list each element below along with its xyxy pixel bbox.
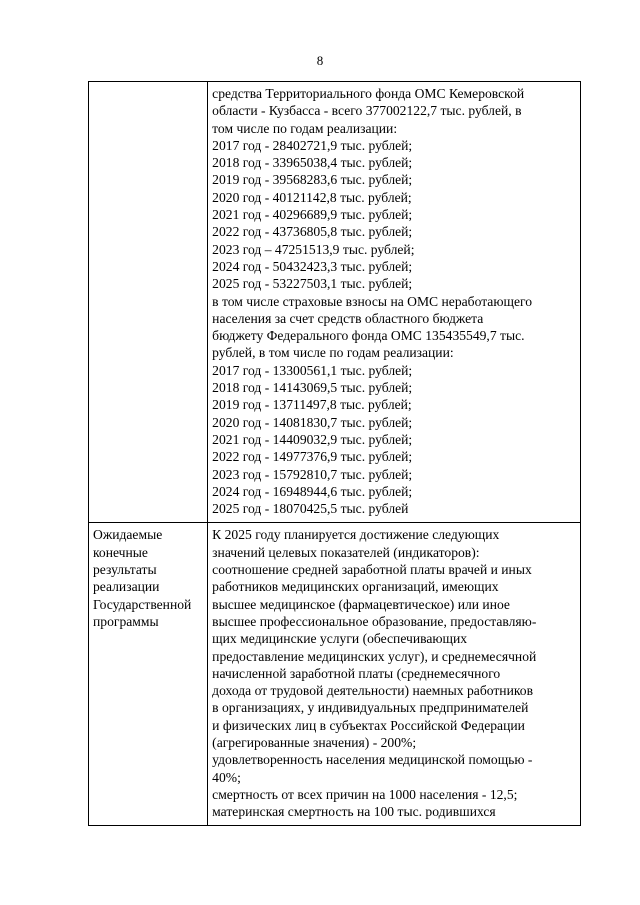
results-text-line: щих медицинские услуги (обеспечивающих xyxy=(212,631,468,647)
funding-year-line: 2025 год - 53227503,1 тыс. рублей; xyxy=(212,276,413,292)
program-passport-table xyxy=(88,81,581,826)
results-text-line: удовлетворенность населения медицинской помощью - xyxy=(212,752,533,768)
funding-text-line: средства Территориального фонда ОМС Кемеровской xyxy=(212,86,525,101)
results-text-line: в организациях, у индивидуальных предпринимателей xyxy=(212,700,529,716)
results-text-line: материнская смертность на 100 тыс. родившихся xyxy=(212,804,496,820)
value-cell-expected-results xyxy=(208,523,581,826)
contribution-year-line: 2018 год - 14143069,5 тыс. рублей; xyxy=(212,380,413,396)
results-text-line: работников медицинских организаций, имеющих xyxy=(212,579,499,595)
contribution-year-line: 2021 год - 14409032,9 тыс. рублей; xyxy=(212,431,413,447)
label-cell-funding xyxy=(89,82,208,523)
funding-text-line: области - Кузбасса - всего 377002122,7 тыс. рублей, в xyxy=(212,103,522,119)
page-number: 8 xyxy=(316,53,324,68)
funding-year-line: 2022 год - 43736805,8 тыс. рублей; xyxy=(212,224,413,240)
row-label-line: конечные xyxy=(93,544,148,560)
results-text-line: начисленной заработной платы (среднемесячного xyxy=(212,665,501,681)
funding-year-line: 2019 год - 39568283,6 тыс. рублей; xyxy=(212,172,413,188)
row-label-line: Ожидаемые xyxy=(93,527,163,543)
funding-text-line: том числе по годам реализации: xyxy=(212,120,398,136)
funding-year-line: 2018 год - 33965038,4 тыс. рублей; xyxy=(212,155,413,171)
table-row-funding xyxy=(89,82,581,523)
funding-text-line: населения за счет средств областного бюджета xyxy=(212,310,484,326)
contribution-year-line: 2019 год - 13711497,8 тыс. рублей; xyxy=(212,397,412,413)
row-label-line: результаты xyxy=(93,562,157,578)
funding-year-line: 2021 год - 40296689,9 тыс. рублей; xyxy=(212,207,413,223)
results-text-line: дохода от трудовой деятельности) наемных работников xyxy=(212,683,533,699)
results-text-line: смертность от всех причин на 1000 населения - 12,5; xyxy=(212,786,518,802)
funding-year-line: 2023 год – 47251513,9 тыс. рублей; xyxy=(212,241,415,257)
contribution-year-line: 2023 год - 15792810,7 тыс. рублей; xyxy=(212,466,413,482)
row-label-line: реализации xyxy=(93,579,160,595)
funding-text-line: бюджету Федерального фонда ОМС 135435549,7 тыс. xyxy=(212,328,525,344)
results-text-line: значений целевых показателей (индикаторов): xyxy=(212,544,480,560)
funding-year-line: 2024 год - 50432423,3 тыс. рублей; xyxy=(212,258,413,274)
results-text-line: высшее медицинское (фармацевтическое) или иное xyxy=(212,596,510,612)
results-text-line: 40%; xyxy=(212,769,241,785)
results-text-line: (агрегированные значения) - 200%; xyxy=(212,734,417,750)
funding-text-line: в том числе страховые взносы на ОМС неработающего xyxy=(212,293,533,309)
contribution-year-line: 2017 год - 13300561,1 тыс. рублей; xyxy=(212,362,413,378)
contribution-year-line: 2020 год - 14081830,7 тыс. рублей; xyxy=(212,414,413,430)
funding-year-line: 2020 год - 40121142,8 тыс. рублей; xyxy=(212,189,412,205)
contribution-year-line: 2025 год - 18070425,5 тыс. рублей xyxy=(212,501,409,517)
funding-year-line: 2017 год - 28402721,9 тыс. рублей; xyxy=(212,137,413,153)
contribution-year-line: 2022 год - 14977376,9 тыс. рублей; xyxy=(212,449,413,465)
row-label-line: программы xyxy=(93,613,159,629)
label-cell-expected-results xyxy=(89,523,208,826)
results-text-line: соотношение средней заработной платы врачей и иных xyxy=(212,562,532,578)
funding-text-line: рублей, в том числе по годам реализации: xyxy=(212,345,454,361)
row-label-line: Государственной xyxy=(93,596,192,612)
results-text-line: и физических лиц в субъектах Российской Федерации xyxy=(212,717,525,733)
results-text-line: высшее профессиональное образование, предоставляю- xyxy=(212,613,537,629)
contribution-year-line: 2024 год - 16948944,6 тыс. рублей; xyxy=(212,483,413,499)
results-text-line: К 2025 году планируется достижение следующих xyxy=(212,527,500,543)
value-cell-funding xyxy=(208,82,581,523)
table-row-expected-results xyxy=(89,523,581,826)
results-text-line: предоставление медицинских услуг), и среднемесячной xyxy=(212,648,537,664)
